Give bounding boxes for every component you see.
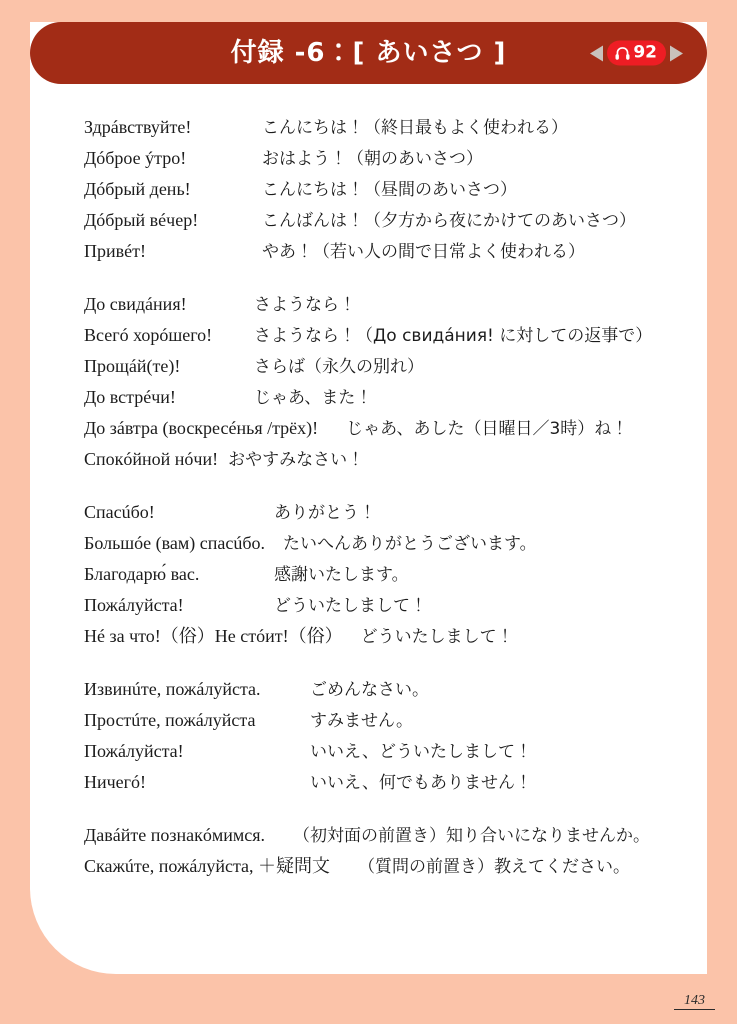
russian-phrase: Пожáлуйста! <box>84 595 184 615</box>
japanese-gloss: じゃあ、また！ <box>254 388 373 408</box>
introduction-block <box>84 820 684 882</box>
russian-phrase: Спокóйной нóчи! <box>84 449 219 469</box>
japanese-gloss: さようなら！（До свидáния! に対しての返事で） <box>254 326 653 346</box>
japanese-gloss: すみません。 <box>310 711 414 731</box>
japanese-gloss: （質問の前置き）教えてください。 <box>358 857 631 877</box>
phrase-row <box>84 205 684 236</box>
russian-phrase: Простúте, пожáлуйста <box>84 710 256 730</box>
japanese-gloss: （初対面の前置き）知り合いになりませんか。 <box>293 826 651 846</box>
japanese-gloss: こんにちは！（終日最もよく使われる） <box>262 118 568 138</box>
section-header-bar <box>30 22 707 84</box>
triangle-right-icon[interactable] <box>670 45 683 61</box>
phrase-row <box>84 851 684 882</box>
phrase-row <box>84 143 684 174</box>
russian-phrase: Дóбрый вéчер! <box>84 210 199 230</box>
russian-phrase: Пожáлуйста! <box>84 741 184 761</box>
phrase-row <box>84 351 684 382</box>
russian-phrase: До встрéчи! <box>84 387 176 407</box>
phrase-list <box>84 112 684 882</box>
japanese-gloss: 感謝いたします。 <box>274 565 409 585</box>
phrase-row <box>84 621 684 652</box>
japanese-gloss: じゃあ、あした（日曜日／3時）ね！ <box>346 419 629 439</box>
japanese-gloss: ごめんなさい。 <box>310 680 429 700</box>
phrase-row <box>84 382 684 413</box>
russian-phrase: До зáвтра (воскресéнья /трёх)! <box>84 418 319 438</box>
audio-track-badge[interactable] <box>590 41 683 66</box>
russian-phrase: Спасúбо! <box>84 502 155 522</box>
phrase-row <box>84 236 684 267</box>
japanese-gloss: ありがとう！ <box>274 503 376 523</box>
phrase-row <box>84 820 684 851</box>
greetings-block <box>84 112 684 267</box>
russian-phrase: Дóбрый день! <box>84 179 191 199</box>
headphone-icon <box>614 45 631 61</box>
phrase-row <box>84 767 684 798</box>
triangle-left-icon[interactable] <box>590 45 603 61</box>
russian-phrase: До свидáния! <box>84 294 187 314</box>
russian-phrase: Ничегó! <box>84 772 147 792</box>
page-title: 付録 -6：[ あいさつ ] <box>230 38 507 68</box>
phrase-row <box>84 289 684 320</box>
japanese-gloss: こんばんは！（夕方から夜にかけてのあいさつ） <box>262 211 636 231</box>
phrase-row <box>84 497 684 528</box>
phrase-row <box>84 174 684 205</box>
japanese-gloss: おはよう！（朝のあいさつ） <box>262 149 483 169</box>
japanese-gloss: たいへんありがとうございます。 <box>283 534 537 554</box>
russian-phrase: Давáйте познакóмимся. <box>84 825 266 845</box>
russian-phrase: Нé за что!（俗）Не стóит!（俗） <box>84 626 343 646</box>
japanese-gloss: いいえ、どういたしまして！ <box>310 742 533 762</box>
farewells-block <box>84 289 684 475</box>
japanese-gloss: どういたしまして！ <box>274 596 427 616</box>
japanese-gloss: さようなら！ <box>254 295 356 315</box>
apology-block <box>84 674 684 798</box>
japanese-gloss: こんにちは！（昼間のあいさつ） <box>262 180 517 200</box>
page-number: 143 <box>674 993 715 1010</box>
japanese-gloss: やあ！（若い人の間で日常よく使われる） <box>262 242 585 262</box>
russian-phrase: Дóброе ýтро! <box>84 148 187 168</box>
phrase-row <box>84 528 684 559</box>
russian-phrase: Здрáвствуйте! <box>84 117 192 137</box>
phrase-row <box>84 413 684 444</box>
japanese-gloss: どういたしまして！ <box>360 627 514 647</box>
phrase-row <box>84 736 684 767</box>
japanese-gloss: いいえ、何でもありません！ <box>310 773 533 793</box>
phrase-row <box>84 705 684 736</box>
phrase-row <box>84 559 684 590</box>
audio-pill[interactable] <box>607 41 666 66</box>
russian-phrase: Привéт! <box>84 241 146 261</box>
russian-phrase: Прощáй(те)! <box>84 356 181 376</box>
phrase-row <box>84 320 684 351</box>
phrase-row <box>84 112 684 143</box>
russian-phrase: Скажúте, пожáлуйста, ＋疑問文 <box>84 856 331 876</box>
phrase-row <box>84 444 684 475</box>
russian-phrase: Извинúте, пожáлуйста. <box>84 679 261 699</box>
japanese-gloss: おやすみなさい！ <box>228 450 365 470</box>
phrase-row <box>84 674 684 705</box>
phrase-row <box>84 590 684 621</box>
japanese-gloss: さらば（永久の別れ） <box>254 357 424 377</box>
russian-phrase: Благодарю́ вас. <box>84 564 200 584</box>
audio-track-number: 92 <box>633 42 657 62</box>
russian-phrase: Всегó хорóшего! <box>84 325 213 345</box>
russian-phrase: Большóе (вам) спасúбо. <box>84 533 266 553</box>
thanks-block <box>84 497 684 652</box>
